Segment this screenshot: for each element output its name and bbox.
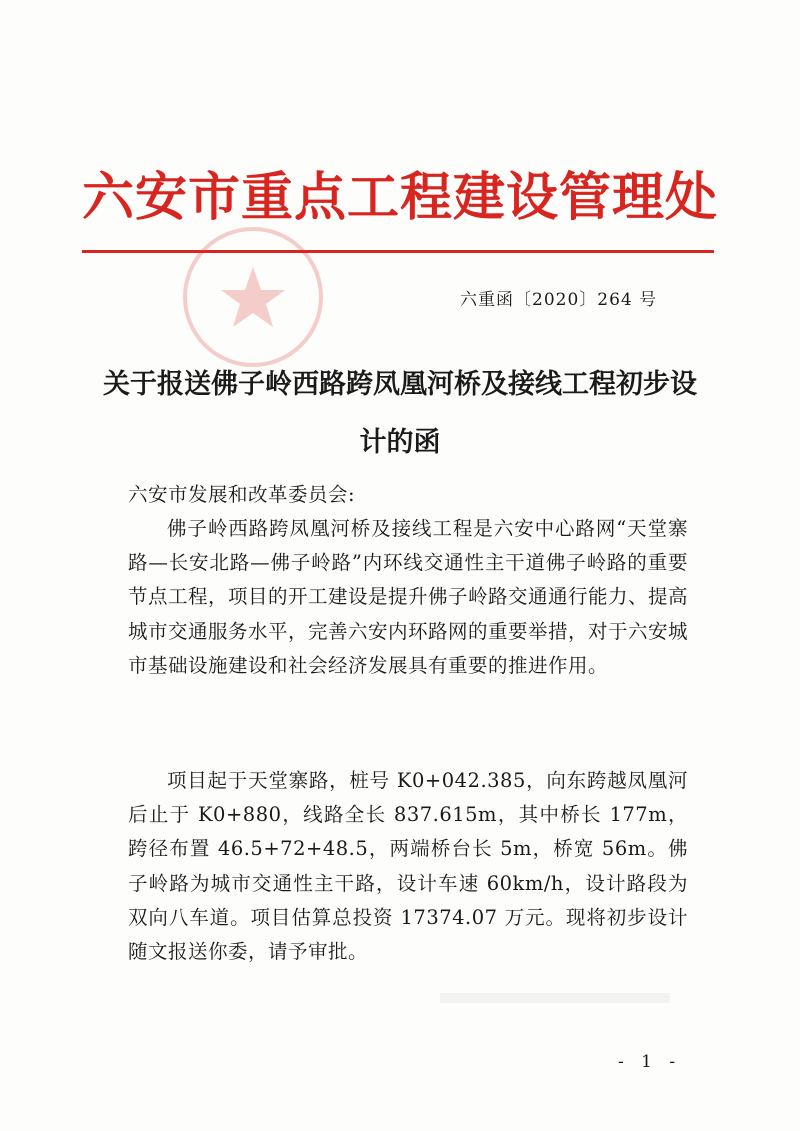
header-divider [82,250,714,253]
document-number: 六重函〔2020〕264 号 [460,290,658,310]
page-number: - 1 - [618,1052,682,1072]
salutation: 六安市发展和改革委员会: [128,483,356,506]
bleed-through-mark [440,993,670,1003]
body-paragraph-1: 佛子岭西路跨凤凰河桥及接线工程是六安中心路网“天堂寨路—长安北路—佛子岭路”内环线交通性主干道佛子岭路的重要节点工程，项目的开工建设是提升佛子岭路交通通行能力、提高城市交通服务水平，完善六安内环路网的重要举措，对于六安城市基础设施建设和社会经济发展具有重要的推进作用。 [128,517,689,677]
body-paragraph-2: 项目起于天堂寨路，桩号 K0+042.385，向东跨越凤凰河后止于 K0+880，线路全长 837.615m，其中桥长 177m，跨径布置 46.5+72+48.5，两端桥台长 5m，桥宽 56m。佛子岭路为城市交通性主干路，设计车速 60km/h，设计路段为双向八车道。项目估算总投资 17374.07 万元。现将初步设计随文报送你委，请予审批。 [128,769,688,964]
official-seal-icon [178,222,328,372]
organization-header: 六安市重点工程建设管理处 [82,168,719,228]
document-title: 关于报送佛子岭西路跨凤凰河桥及接线工程初步设计的函 [103,369,697,458]
